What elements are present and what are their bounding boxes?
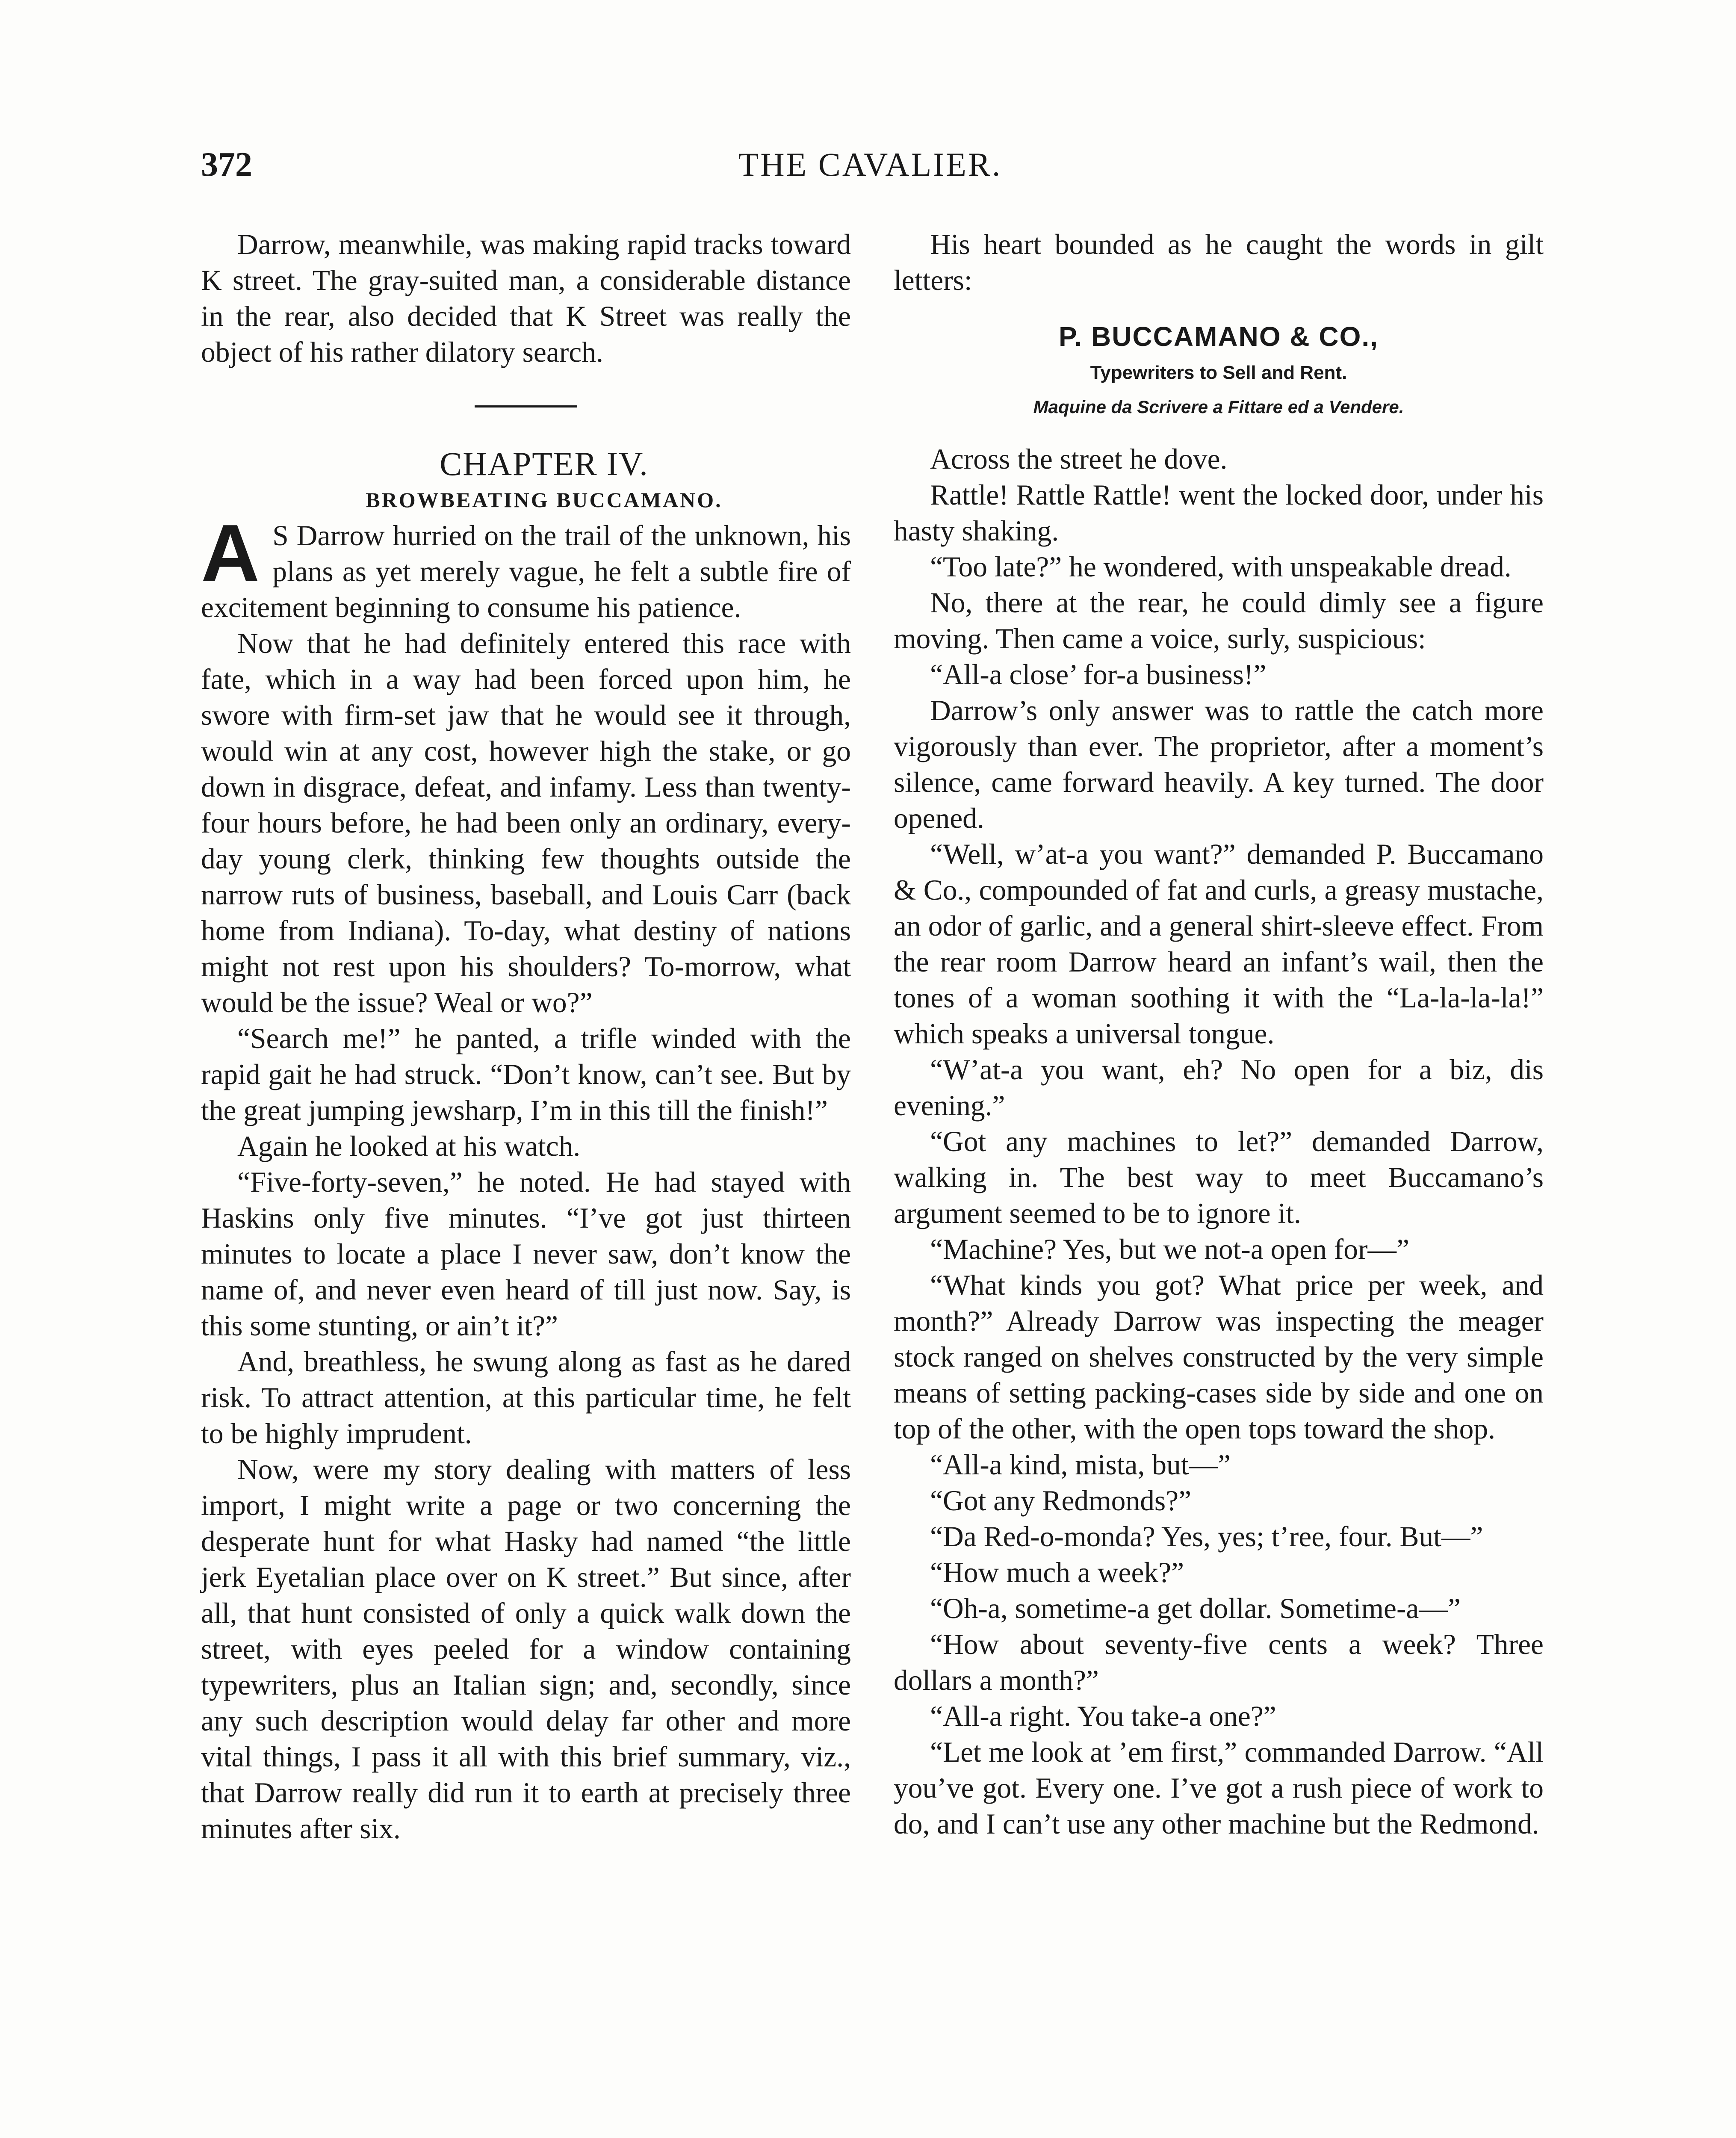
paragraph: Again he looked at his watch. (237, 1130, 581, 1162)
paragraph: “What kinds you got? What price per week, and month?” Already Darrow was inspecting the meager stock ranged on shelves constructed by the very simple means of setting packing-cases side by side and one on top of the other, with the open tops toward the shop. (894, 1269, 1544, 1445)
paragraph: “Let me look at ’em first,” commanded Darrow. “All you’ve got. Every one. I’ve got a rush piece of work to do, and I can’t use any other machine but the Redmond. (894, 1736, 1544, 1840)
paragraph: “How about seventy-five cents a week? Three dollars a month?” (894, 1628, 1544, 1696)
paragraph: Darrow’s only answer was to rattle the catch more vigorously than ever. The proprietor, after a moment’s silence, came forward heavily. A key turned. The door opened. (894, 694, 1544, 834)
shop-sign (894, 317, 1544, 424)
paragraph: “Got any Redmonds?” (930, 1485, 1192, 1517)
paragraph: “Search me!” he panted, a trifle winded with the rapid gait he had struck. “Don’t know, can’t see. But by the great jumping jewsharp, I’m in this till the finish!” (201, 1022, 851, 1126)
paragraph: “Da Red-o-monda? Yes, yes; t’ree, four. But—” (930, 1521, 1483, 1553)
paragraph: “Five-forty-seven,” he noted. He had stayed with Haskins only five minutes. “I’ve got just thirteen minutes to locate a place I never saw, don’t know the name of, and never even heard of till just now. Say, is this some stunting, or ain’t it?” (201, 1166, 851, 1342)
paragraph: “All-a kind, mista, but—” (930, 1449, 1231, 1481)
drop-cap: A (201, 508, 260, 599)
section-divider (475, 405, 577, 408)
paragraph: Across the street he dove. (930, 443, 1228, 475)
paragraph: And, breathless, he swung along as fast as he dared risk. To attract attention, at this particular time, he felt to be highly imprudent. (201, 1346, 851, 1450)
page-number: 372 (201, 146, 252, 183)
shop-sign-name: P. BUCCAMANO & CO., (1059, 321, 1379, 352)
paragraph: Rattle! Rattle Rattle! went the locked door, under his hasty shaking. (894, 479, 1544, 547)
running-title: THE CAVALIER. (738, 146, 1002, 183)
paragraph: “All-a right. You take-a one?” (930, 1700, 1276, 1732)
paragraph: “How much a week?” (930, 1556, 1184, 1589)
paragraph: Now that he had definitely entered this race with fate, which in a way had been forced upon him, he swore with firm-set jaw that he would see it through, would win at any cost, however high the stake, or go down in disgrace, defeat, and infamy. Less than twenty-four hours before, he had been only an ordinary, every-day young clerk, thinking few thoughts outside the narrow ruts of business, baseball, and Louis Carr (back home from Indiana). To-day, what destiny of nations might not rest upon his shoulders? To-morrow, what would be the issue? Weal or wo?” (201, 627, 851, 1019)
chapter-title: CHAPTER IV. (440, 445, 649, 482)
shop-sign-english: Typewriters to Sell and Rent. (1090, 362, 1347, 383)
page-header (201, 145, 1539, 197)
right-column (894, 227, 1544, 1842)
paragraph: No, there at the rear, he could dimly see a figure moving. Then came a voice, surly, suspicious: (894, 587, 1544, 655)
left-column (201, 227, 851, 1847)
chapter-subtitle: BROWBEATING BUCCAMANO. (366, 488, 723, 512)
paragraph: Darrow, meanwhile, was making rapid tracks toward K street. The gray-suited man, a considerable distance in the rear, also decided that K Street was really the object of his rather dilatory search. (201, 228, 851, 368)
paragraph: “Well, w’at-a you want?” demanded P. Buccamano & Co., compounded of fat and curls, a greasy mustache, an odor of garlic, and a general shirt-sleeve effect. From the rear room Darrow heard an infant’s wail, then the tones of a woman soothing it with the “La-la-la-la!” which speaks a universal tongue. (894, 838, 1544, 1050)
paragraph: “All-a close’ for-a business!” (930, 659, 1267, 691)
paragraph: Now, were my story dealing with matters of less import, I might write a page or two concerning the desperate hunt for what Hasky had named “the little jerk Eyetalian place over on K street.” But since, after all, that hunt consisted of only a quick walk down the street, with eyes peeled for a window containing typewriters, plus an Italian sign; and, secondly, since any such description would delay far other and more vital things, I pass it all with this brief summary, viz., that Darrow really did run it to earth at precisely three minutes after six. (201, 1453, 851, 1845)
shop-sign-italian: Maquine da Scrivere a Fittare ed a Vendere. (1033, 397, 1404, 417)
opening-paragraph-text: S Darrow hurried on the trail of the unknown, his plans as yet merely vague, he felt a subtle fire of excitement beginning to consume his patience. (201, 520, 851, 623)
paragraph: “Too late?” he wondered, with unspeakable dread. (930, 551, 1512, 583)
paragraph: “W’at-a you want, eh? No open for a biz, dis evening.” (894, 1054, 1544, 1122)
opening-paragraph (201, 508, 851, 626)
paragraph: His heart bounded as he caught the words in gilt letters: (894, 228, 1544, 296)
paragraph: “Got any machines to let?” demanded Darrow, walking in. The best way to meet Buccamano’s argument seemed to be to ignore it. (894, 1125, 1544, 1229)
paragraph: “Machine? Yes, but we not-a open for—” (930, 1233, 1409, 1265)
paragraph: “Oh-a, sometime-a get dollar. Sometime-a—” (930, 1592, 1461, 1624)
